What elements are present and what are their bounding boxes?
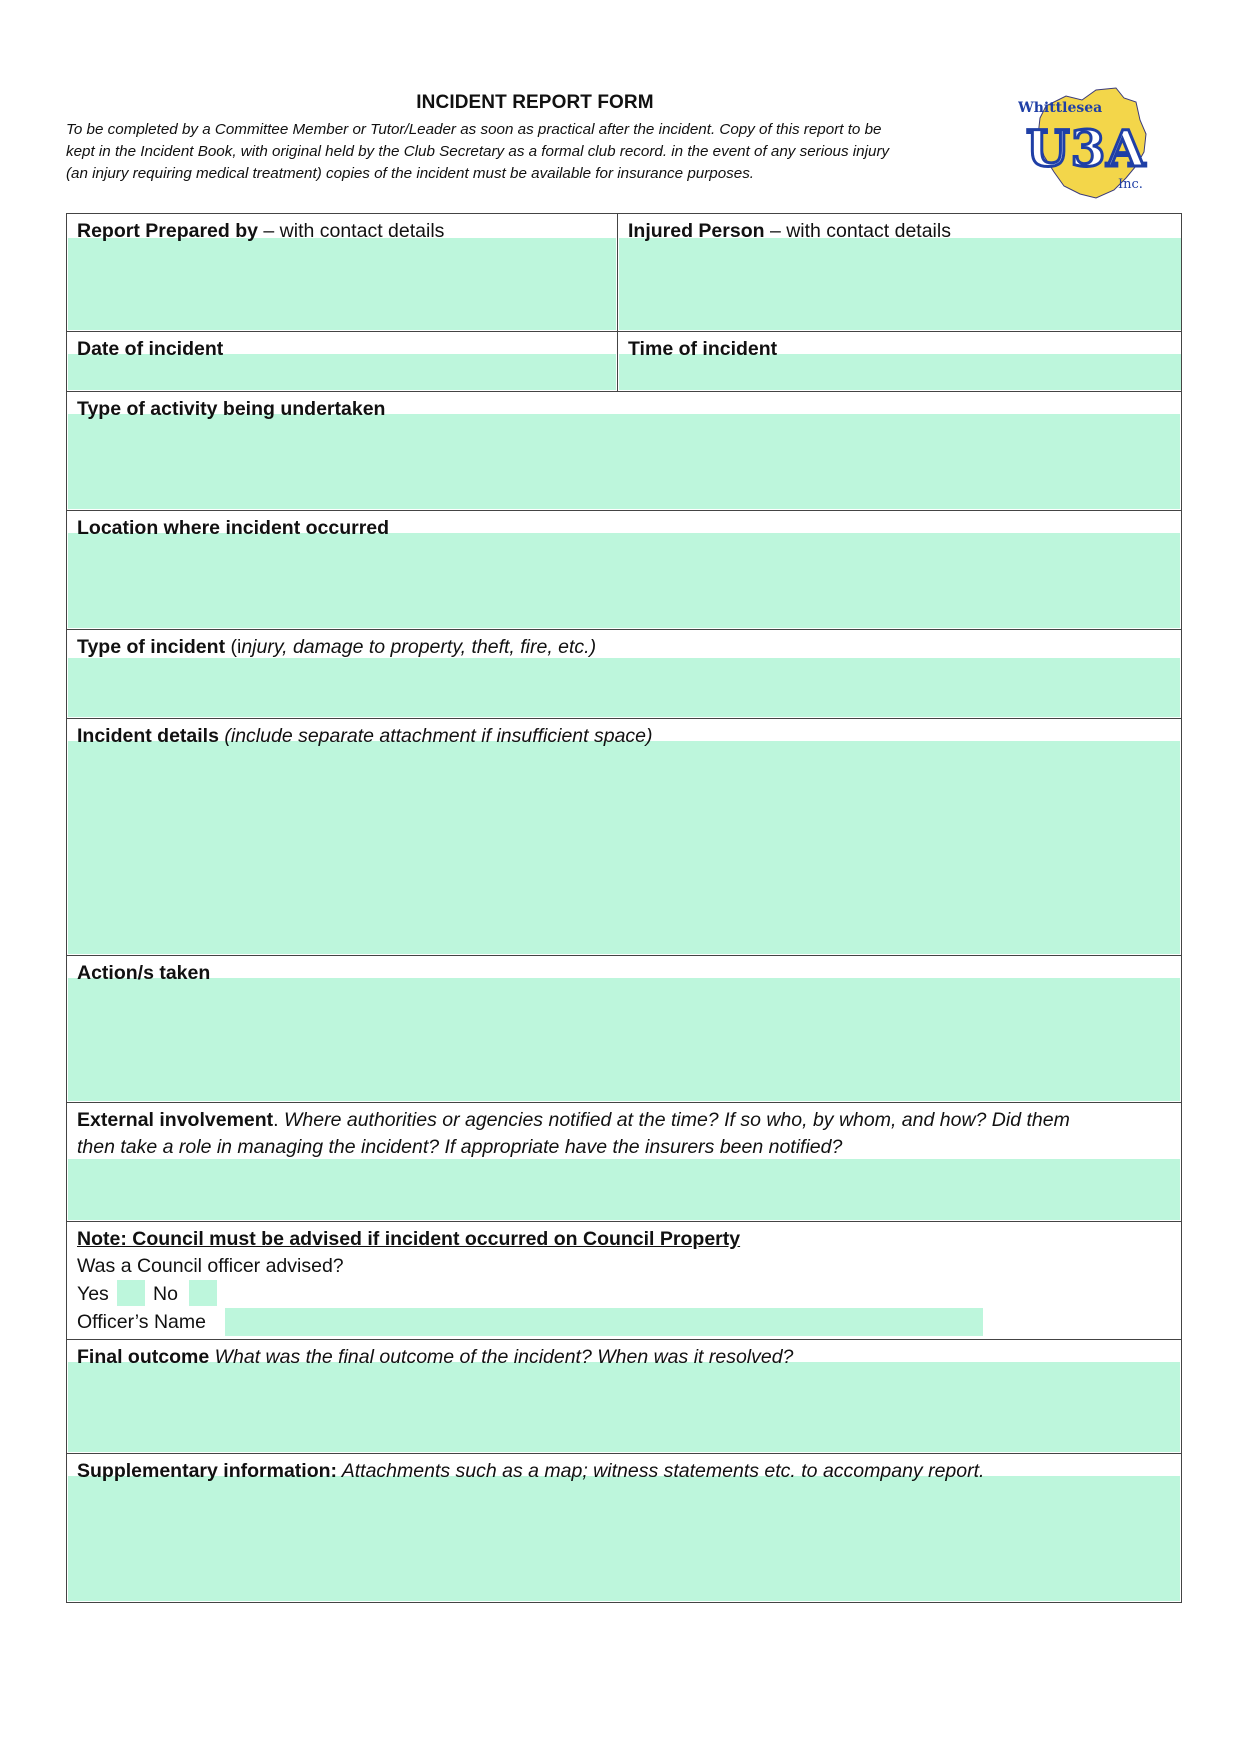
- label-italic: Where authorities or agencies notified at the time? If so who, by whom, and how? Did them: [284, 1109, 1070, 1131]
- row-location: [67, 511, 1181, 630]
- logo-main-text: U3A: [1026, 119, 1147, 178]
- label-italic: What was the final outcome of the incident? When was it resolved?: [209, 1346, 794, 1368]
- label-italic: (include separate attachment if insufficient space): [218, 725, 653, 747]
- label-bold: Action/s taken: [77, 962, 211, 984]
- activity-field[interactable]: [68, 414, 1180, 509]
- incident-form: [66, 213, 1182, 1603]
- label-italic: njury, damage to property, theft, fire, etc.): [241, 636, 597, 658]
- form-instructions: [66, 119, 1006, 185]
- label-bold: Report Prepared by: [77, 220, 258, 242]
- time-label: [628, 336, 777, 363]
- label-rest: – with contact details: [257, 220, 445, 242]
- date-label: [77, 336, 223, 363]
- u3a-logo: [1018, 86, 1164, 202]
- report-prepared-field[interactable]: [68, 238, 616, 330]
- label-italic: Attachments such as a map; witness statements etc. to accompany report.: [337, 1460, 985, 1482]
- row-external: [67, 1103, 1181, 1222]
- label-bold: Injured Person: [628, 220, 765, 242]
- instructions-line: kept in the Incident Book, with original held by the Club Secretary as a formal club record. in the event of any serious injury: [66, 143, 890, 160]
- label-rest: – with contact details: [764, 220, 951, 242]
- officer-name-label: Officer’s Name: [77, 1311, 206, 1333]
- label-bold: Type of activity being undertaken: [77, 398, 386, 420]
- label-bold: Date of incident: [77, 338, 224, 360]
- injured-person-label: [628, 218, 951, 245]
- council-note-text: Note: Council must be advised if incident occurred on Council Property: [77, 1228, 741, 1250]
- report-prepared-label: [77, 218, 444, 245]
- injured-person-cell: [618, 214, 1181, 331]
- external-label: [77, 1107, 1070, 1161]
- actions-label: [77, 960, 210, 987]
- row-incident-type: [67, 630, 1181, 719]
- row-council: [67, 1222, 1181, 1340]
- label-bold: Type of incident: [77, 636, 226, 658]
- label-bold: Time of incident: [628, 338, 778, 360]
- supplementary-field[interactable]: [68, 1476, 1180, 1601]
- no-label: No: [153, 1283, 178, 1305]
- row-final-outcome: [67, 1340, 1181, 1454]
- row-activity: [67, 392, 1181, 511]
- final-outcome-field[interactable]: [68, 1362, 1180, 1452]
- injured-person-field[interactable]: [619, 238, 1181, 330]
- incident-details-label: [77, 723, 653, 750]
- location-field[interactable]: [68, 533, 1180, 628]
- incident-type-label: [77, 634, 596, 661]
- row-date-time: [67, 332, 1181, 392]
- instructions-line: To be completed by a Committee Member or Tutor/Leader as soon as practical after the incident. Copy of this report to be: [66, 121, 882, 138]
- row-actions: [67, 956, 1181, 1103]
- incident-type-field[interactable]: [68, 658, 1180, 717]
- supplementary-label: [77, 1458, 984, 1485]
- council-note: [77, 1226, 740, 1253]
- actions-field[interactable]: [68, 978, 1180, 1101]
- label-bold: Final outcome: [77, 1346, 210, 1368]
- label-bold: Supplementary information:: [77, 1460, 338, 1482]
- officer-name-field[interactable]: [225, 1308, 983, 1336]
- form-title: INCIDENT REPORT FORM: [416, 92, 654, 113]
- external-field[interactable]: [68, 1159, 1180, 1220]
- label-bold: Incident details: [77, 725, 219, 747]
- activity-label: [77, 396, 385, 423]
- label-dot: .: [273, 1109, 284, 1131]
- no-checkbox[interactable]: [189, 1280, 217, 1306]
- yes-label: Yes: [77, 1283, 109, 1305]
- date-cell: [67, 332, 617, 391]
- label-open: (i: [225, 636, 242, 658]
- location-label: [77, 515, 389, 542]
- yes-checkbox[interactable]: [117, 1280, 145, 1306]
- instructions-line: (an injury requiring medical treatment) copies of the incident must be available for insurance purposes.: [66, 165, 755, 182]
- report-prepared-cell: [67, 214, 617, 331]
- logo-top-text: Whittlesea: [1018, 100, 1103, 116]
- label-italic: then take a role in managing the incident? If appropriate have the insurers been notified?: [77, 1136, 843, 1158]
- row-supplementary: [67, 1454, 1181, 1602]
- logo-sub-text: Inc.: [1118, 177, 1143, 192]
- row-incident-details: [67, 719, 1181, 956]
- label-bold: External involvement: [77, 1109, 274, 1131]
- time-cell: [618, 332, 1181, 391]
- label-bold: Location where incident occurred: [77, 517, 390, 539]
- row-contacts: [67, 214, 1181, 332]
- council-question: Was a Council officer advised?: [77, 1255, 344, 1277]
- incident-details-field[interactable]: [68, 741, 1180, 954]
- final-outcome-label: [77, 1344, 793, 1371]
